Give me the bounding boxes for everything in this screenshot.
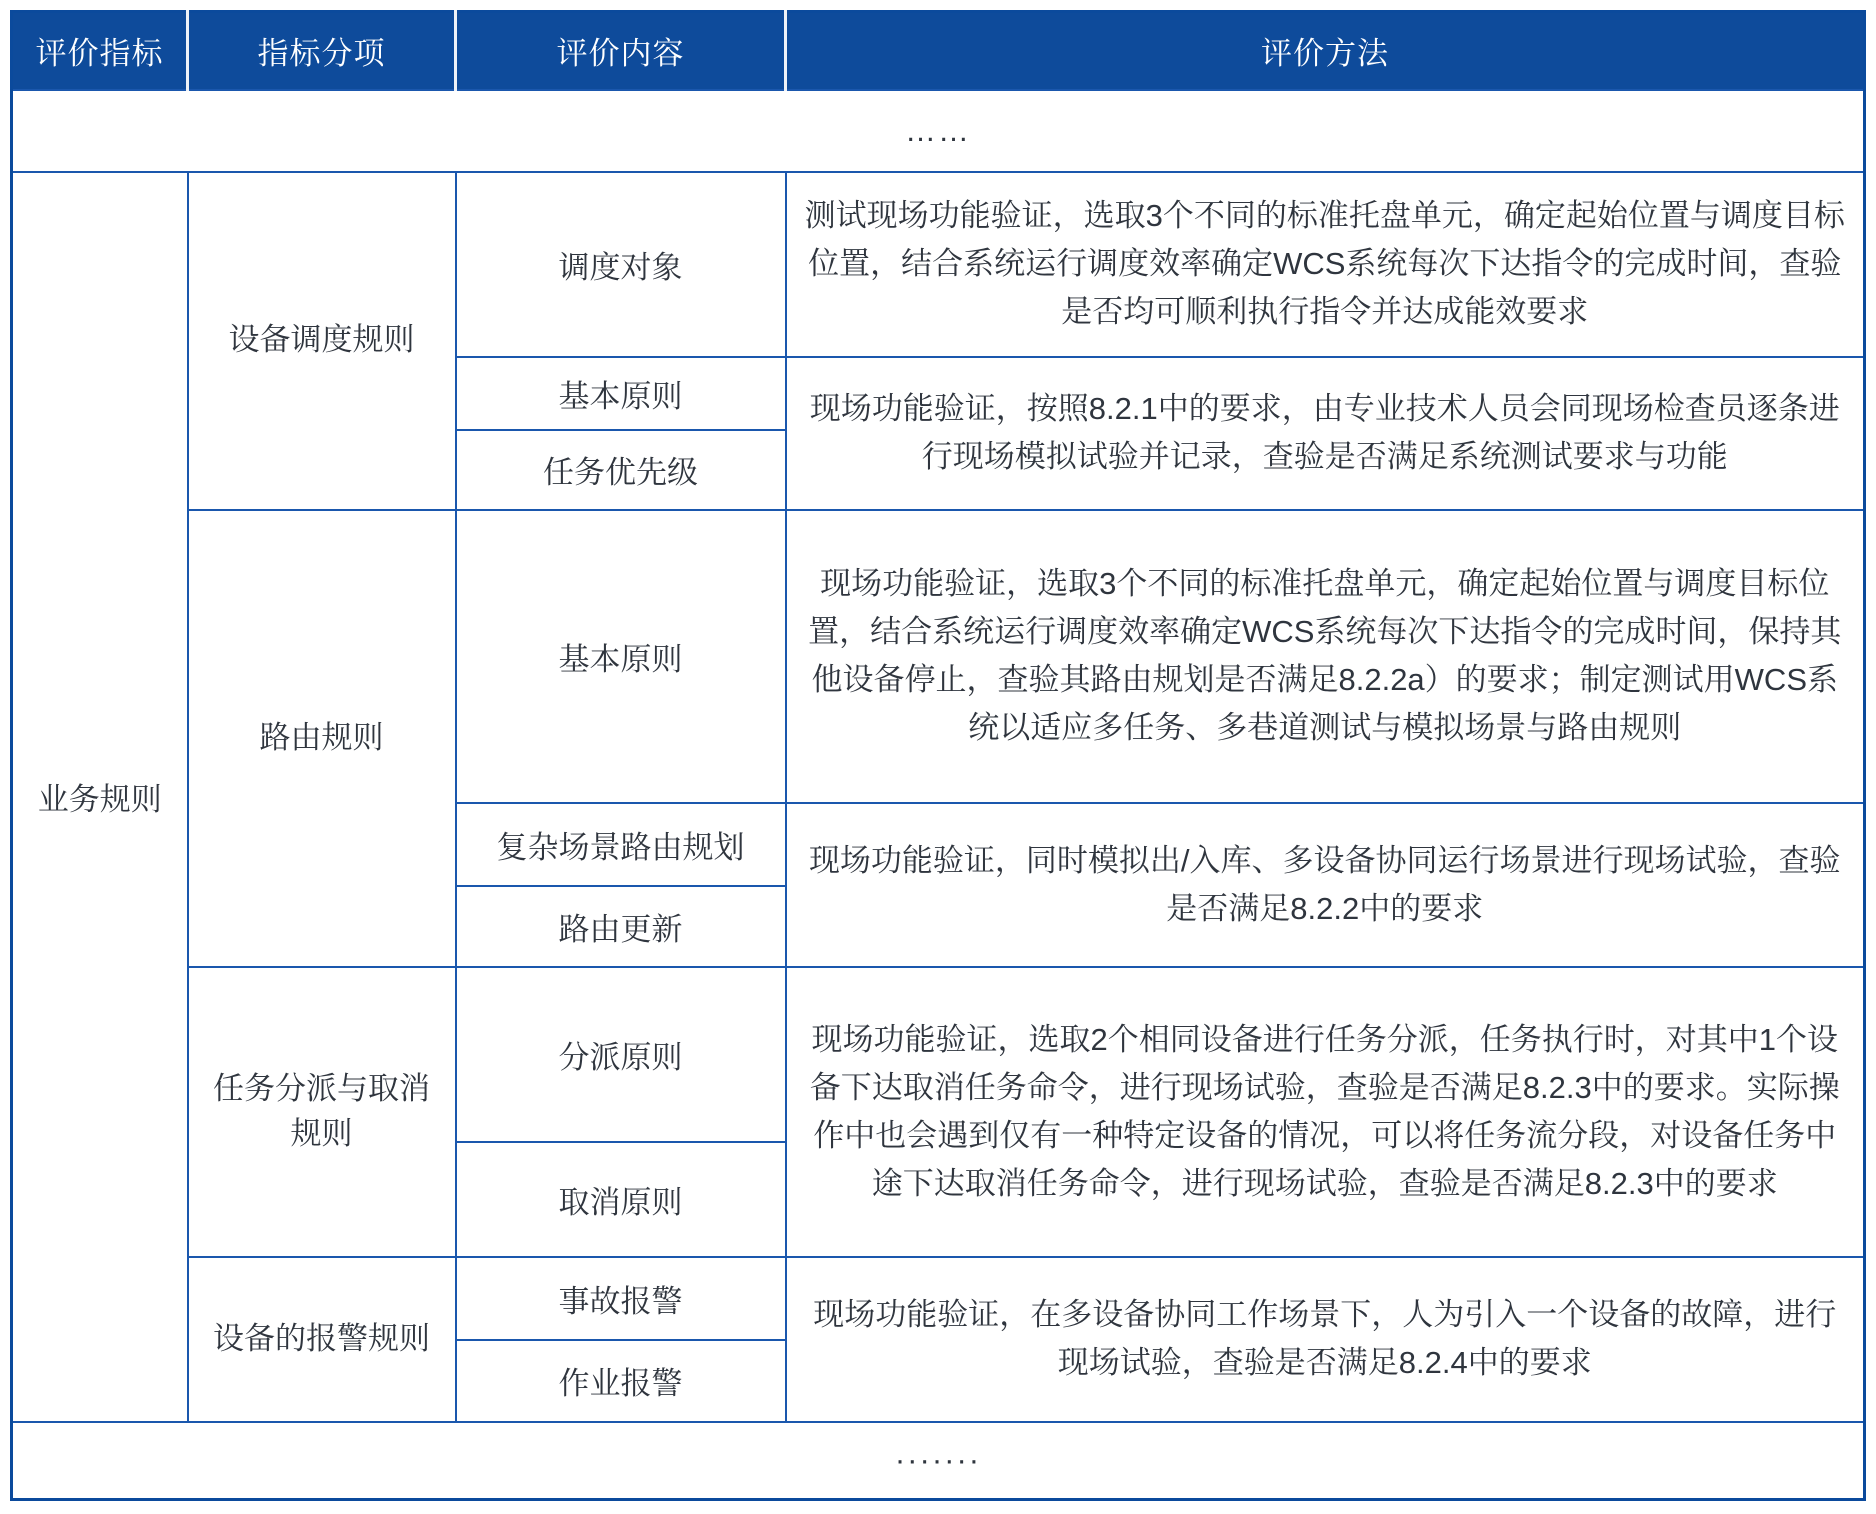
cell-content-dispatch-principle: 分派原则: [456, 967, 786, 1142]
cell-method-accident-alarm: 现场功能验证，在多设备协同工作场景下，人为引入一个设备的故障，进行现场试验，查验是否满足8.2.4中的要求: [786, 1257, 1865, 1422]
cell-content-complex-scene-routing: 复杂场景路由规划: [456, 803, 786, 886]
header-eval-indicator: 评价指标: [12, 12, 188, 90]
cell-group-device-scheduling-rules: 设备调度规则: [188, 172, 456, 510]
cell-content-route-update: 路由更新: [456, 886, 786, 967]
table-row: [12, 1422, 1865, 1500]
table-row: [12, 967, 1865, 1142]
cell-content-scheduling-object: 调度对象: [456, 172, 786, 357]
cell-category-business-rules: 业务规则: [12, 172, 188, 1422]
evaluation-table: [10, 10, 1866, 1501]
cell-method-dispatch-principle: 现场功能验证，选取2个相同设备进行任务分派，任务执行时，对其中1个设备下达取消任务命令，进行现场试验，查验是否满足8.2.3中的要求。实际操作中也会遇到仅有一种特定设备的情况，可以将任务流分段，对设备任务中途下达取消任务命令，进行现场试验，查验是否满足8.2.3中的要求: [786, 967, 1865, 1257]
ellipsis-top: ……: [12, 90, 1865, 172]
ellipsis-bottom: ·······: [12, 1422, 1865, 1500]
cell-method-complex-scene-routing: 现场功能验证，同时模拟出/入库、多设备协同运行场景进行现场试验，查验是否满足8.2.2中的要求: [786, 803, 1865, 967]
table-row: [12, 172, 1865, 357]
cell-method-basic-principle-scheduling: 现场功能验证，按照8.2.1中的要求，由专业技术人员会同现场检查员逐条进行现场模拟试验并记录，查验是否满足系统测试要求与功能: [786, 357, 1865, 510]
table-row: [12, 510, 1865, 803]
cell-content-accident-alarm: 事故报警: [456, 1257, 786, 1340]
table-row: [12, 90, 1865, 172]
cell-content-basic-principle-scheduling: 基本原则: [456, 357, 786, 430]
cell-content-basic-principle-routing: 基本原则: [456, 510, 786, 803]
cell-group-device-alarm-rules: 设备的报警规则: [188, 1257, 456, 1422]
cell-content-operation-alarm: 作业报警: [456, 1340, 786, 1422]
header-indicator-subitem: 指标分项: [188, 12, 456, 90]
cell-method-scheduling-object: 测试现场功能验证，选取3个不同的标准托盘单元，确定起始位置与调度目标位置，结合系统运行调度效率确定WCS系统每次下达指令的完成时间，查验是否均可顺利执行指令并达成能效要求: [786, 172, 1865, 357]
header-eval-content: 评价内容: [456, 12, 786, 90]
header-row: [12, 12, 1865, 90]
cell-group-task-dispatch-cancel-rules: 任务分派与取消规则: [188, 967, 456, 1257]
cell-group-routing-rules: 路由规则: [188, 510, 456, 967]
cell-content-task-priority: 任务优先级: [456, 430, 786, 510]
cell-method-basic-principle-routing: 现场功能验证，选取3个不同的标准托盘单元，确定起始位置与调度目标位置，结合系统运行调度效率确定WCS系统每次下达指令的完成时间，保持其他设备停止，查验其路由规划是否满足8.2.2a）的要求；制定测试用WCS系统以适应多任务、多巷道测试与模拟场景与路由规则: [786, 510, 1865, 803]
cell-content-cancel-principle: 取消原则: [456, 1142, 786, 1257]
table-row: [12, 1257, 1865, 1340]
header-eval-method: 评价方法: [786, 12, 1865, 90]
